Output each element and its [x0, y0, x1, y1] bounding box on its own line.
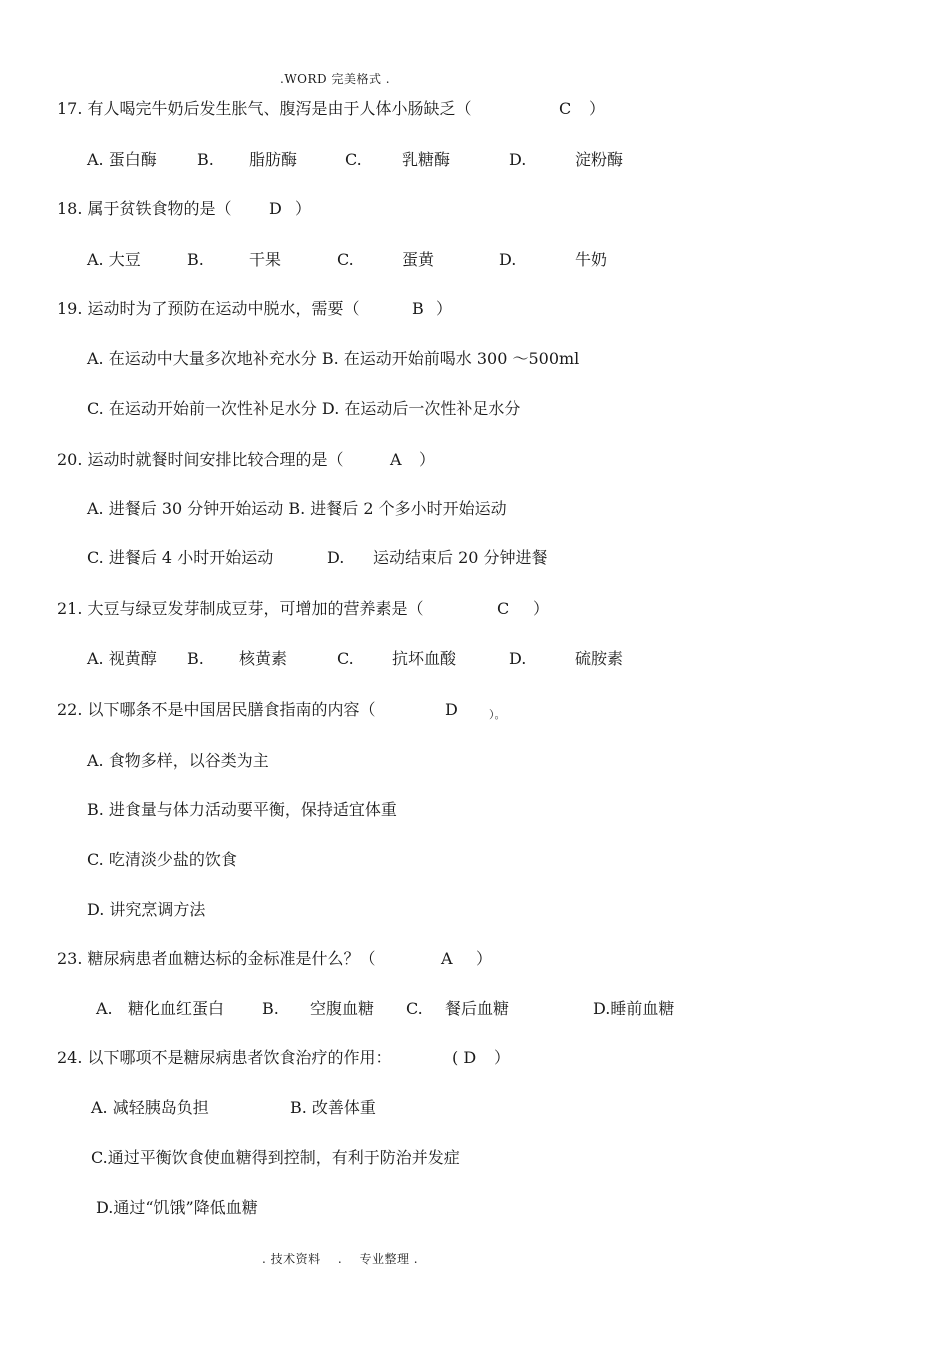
option-d: D.睡前血糖	[593, 999, 675, 1018]
option-a: A. 蛋白酶	[87, 150, 157, 169]
question-text: 23. 糖尿病患者血糖达标的金标准是什么？（	[57, 949, 376, 968]
option-b: B. 进食量与体力活动要平衡，保持适宜体重	[87, 800, 397, 819]
close-paren: ）	[476, 949, 493, 968]
option-b-letter: B.	[187, 649, 204, 668]
option-b-letter: B.	[262, 999, 279, 1018]
option-d-letter: D.	[509, 150, 527, 169]
answer: D	[445, 700, 458, 719]
question-text: 17. 有人喝完牛奶后发生胀气、腹泻是由于人体小肠缺乏（	[57, 99, 472, 118]
answer: D	[269, 199, 282, 218]
option-b: 脂肪酶	[249, 150, 298, 169]
option-c: C. 吃清淡少盐的饮食	[87, 850, 237, 869]
option-c-letter: C.	[406, 999, 423, 1018]
close-paren: ）	[494, 1048, 511, 1067]
answer: ( D	[452, 1048, 477, 1067]
close-paren: ）	[419, 450, 436, 469]
close-paren: ）	[533, 599, 550, 618]
option-d: 运动结束后 20 分钟进餐	[373, 548, 548, 567]
option-a: 糖化血红蛋白	[128, 999, 225, 1018]
question-text: 18. 属于贫铁食物的是（	[57, 199, 232, 218]
page-header: .WORD 完美格式 .	[280, 72, 391, 86]
option-d: D.通过“饥饿”降低血糖	[96, 1198, 258, 1217]
question-text: 22. 以下哪条不是中国居民膳食指南的内容（	[57, 700, 376, 719]
option-d: 牛奶	[575, 250, 608, 269]
answer: A	[390, 450, 402, 469]
answer: B	[412, 299, 424, 318]
question-text: 24. 以下哪项不是糖尿病患者饮食治疗的作用：	[57, 1048, 392, 1067]
option-b: 核黄素	[239, 649, 288, 668]
option-c: C.通过平衡饮食使血糖得到控制，有利于防治并发症	[91, 1148, 460, 1167]
options-ab: A. 进餐后 30 分钟开始运动 B. 进餐后 2 个多小时开始运动	[87, 499, 507, 518]
options-cd: C. 在运动开始前一次性补足水分 D. 在运动后一次性补足水分	[87, 399, 521, 418]
option-c-letter: C.	[337, 649, 354, 668]
option-b-letter: B.	[197, 150, 214, 169]
question-text: 21. 大豆与绿豆发芽制成豆芽，可增加的营养素是（	[57, 599, 424, 618]
question-text: 20. 运动时就餐时间安排比较合理的是（	[57, 450, 344, 469]
option-b-letter: B.	[187, 250, 204, 269]
option-c: 蛋黄	[402, 250, 435, 269]
option-c-letter: C.	[345, 150, 362, 169]
close-paren: ）。	[489, 708, 506, 721]
answer: C	[497, 599, 510, 618]
close-paren: ）	[589, 99, 606, 118]
option-d: 淀粉酶	[575, 150, 624, 169]
option-d: 硫胺素	[575, 649, 624, 668]
option-c: C. 进餐后 4 小时开始运动	[87, 548, 274, 567]
option-d-letter: D.	[499, 250, 517, 269]
answer: A	[441, 949, 453, 968]
option-a-letter: A.	[96, 999, 113, 1018]
question-text: 19. 运动时为了预防在运动中脱水，需要（	[57, 299, 360, 318]
option-b: 干果	[249, 250, 282, 269]
answer: C	[559, 99, 572, 118]
option-c: 餐后血糖	[445, 999, 510, 1018]
close-paren: ）	[436, 299, 453, 318]
option-a: A. 食物多样，以谷类为主	[87, 751, 269, 770]
option-d-letter: D.	[509, 649, 527, 668]
option-a: A. 视黄醇	[87, 649, 157, 668]
page-footer: . 技术资料 . 专业整理 .	[262, 1252, 419, 1266]
options-ab: A. 在运动中大量多次地补充水分 B. 在运动开始前喝水 300 ～500ml	[87, 349, 580, 368]
option-c: 乳糖酶	[402, 150, 451, 169]
option-c: 抗坏血酸	[392, 649, 457, 668]
option-d-letter: D.	[327, 548, 345, 567]
option-a: A. 大豆	[87, 250, 141, 269]
option-d: D. 讲究烹调方法	[87, 900, 206, 919]
option-c-letter: C.	[337, 250, 354, 269]
option-a: A. 减轻胰岛负担	[91, 1098, 209, 1117]
option-b: 空腹血糖	[310, 999, 375, 1018]
close-paren: ）	[295, 199, 312, 218]
option-b: B. 改善体重	[290, 1098, 376, 1117]
